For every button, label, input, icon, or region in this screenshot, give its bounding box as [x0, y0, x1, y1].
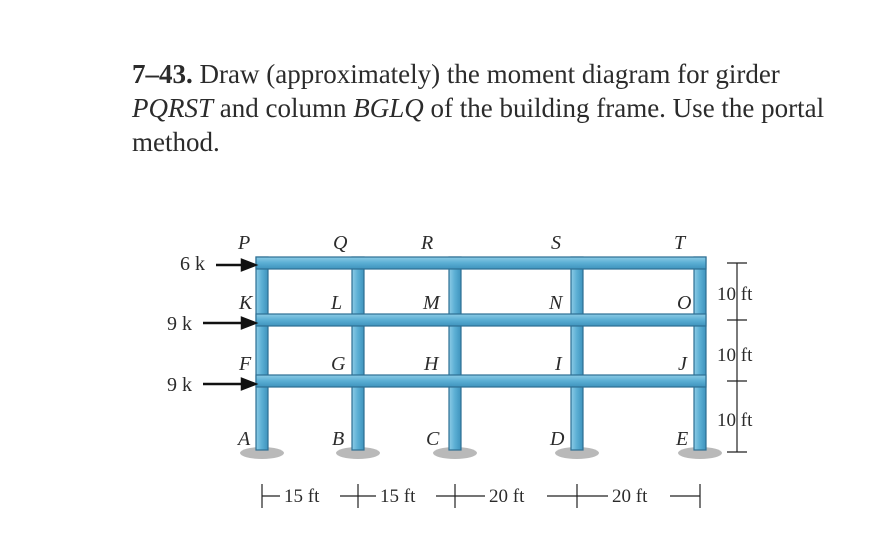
frame-columns [256, 257, 706, 450]
column-b [352, 257, 364, 450]
story-height-top: 10 ft [717, 284, 753, 305]
joint-label-i: I [555, 353, 562, 375]
joint-label-a: A [238, 428, 251, 450]
load-label-middle: 9 k [167, 313, 192, 335]
joint-label-p: P [238, 232, 251, 254]
bay-width-3: 20 ft [489, 486, 525, 507]
frame-beams [256, 257, 706, 387]
joint-label-c: C [426, 428, 440, 450]
joint-label-r: R [421, 232, 434, 254]
girder-name: PQRST [132, 93, 213, 123]
column-name: BGLQ [353, 93, 424, 123]
joint-label-o: O [677, 292, 692, 314]
joint-label-s: S [551, 232, 561, 254]
column-c [449, 257, 461, 450]
joint-label-d: D [550, 428, 565, 450]
joint-label-b: B [332, 428, 345, 450]
joint-label-e: E [676, 428, 689, 450]
bay-width-4: 20 ft [612, 486, 648, 507]
problem-number: 7–43. [132, 59, 193, 89]
joint-label-m: M [423, 292, 440, 314]
joint-label-q: Q [333, 232, 348, 254]
bay-width-1: 15 ft [284, 486, 320, 507]
problem-text-c: of the building frame. Use the portal method. [132, 93, 825, 157]
load-arrowhead-top [242, 260, 255, 270]
bay-width-2: 15 ft [380, 486, 416, 507]
joint-label-k: K [239, 292, 253, 314]
joint-label-g: G [331, 353, 346, 375]
girder-top [256, 257, 706, 269]
joint-label-n: N [549, 292, 563, 314]
joint-label-h: H [424, 353, 439, 375]
joint-label-l: L [331, 292, 343, 314]
column-d [571, 257, 583, 450]
story-height-lower: 10 ft [717, 410, 753, 431]
joint-label-t: T [674, 232, 686, 254]
load-label-top: 6 k [180, 253, 205, 275]
joint-label-j: J [678, 353, 687, 375]
joint-label-f: F [239, 353, 252, 375]
load-arrowhead-middle [242, 318, 255, 328]
column-a [256, 257, 268, 450]
problem-text-a: Draw (approximately) the moment diagram for girder [192, 59, 780, 89]
load-arrowhead-lower [242, 379, 255, 389]
problem-text-b: and column [213, 93, 354, 123]
story-height-middle: 10 ft [717, 345, 753, 366]
load-label-lower: 9 k [167, 374, 192, 396]
ground-supports [240, 447, 722, 459]
girder-lower [256, 375, 706, 387]
girder-middle [256, 314, 706, 326]
column-e [694, 257, 706, 450]
